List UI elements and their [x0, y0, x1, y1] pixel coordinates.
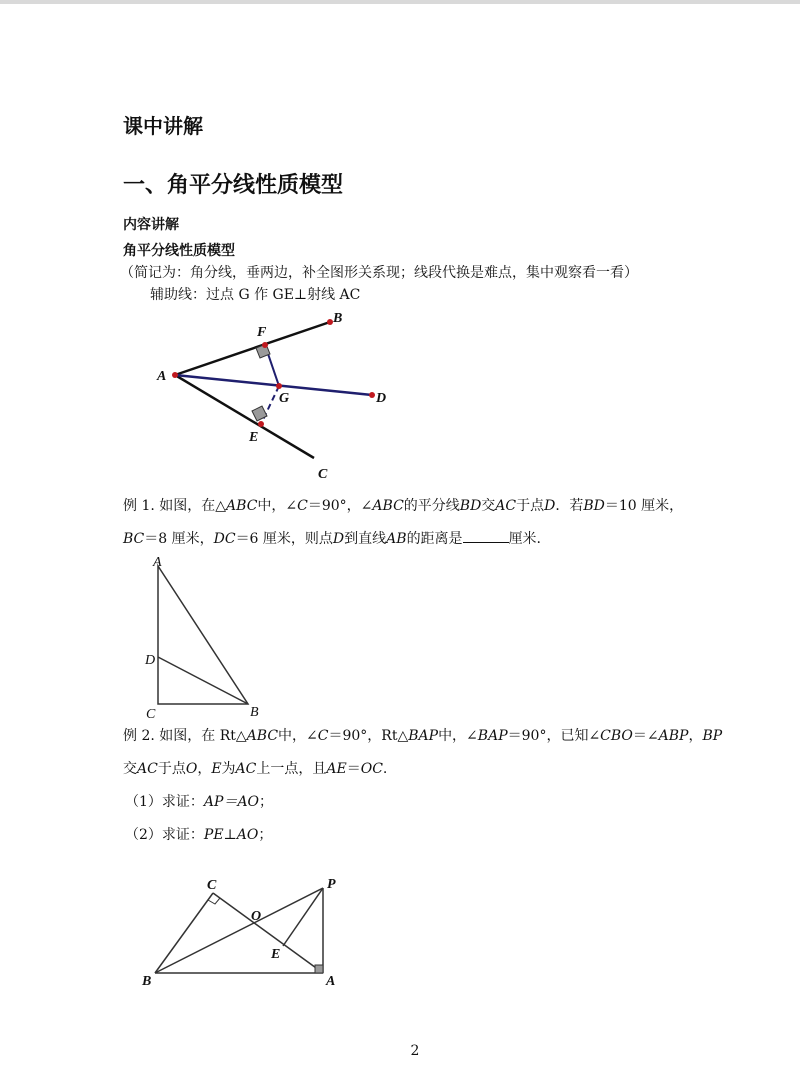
label-a: A	[153, 555, 162, 570]
ex1-t1: 中，∠	[257, 498, 298, 514]
segment-ge	[261, 386, 279, 424]
point-g	[276, 383, 282, 389]
ex2-t3: 中，∠	[438, 728, 478, 744]
ex1-bc: BC	[123, 531, 145, 547]
ex2-ae: AE	[326, 761, 347, 777]
ex2-abc: ABC	[246, 728, 279, 744]
triangle-abc	[158, 566, 248, 704]
ex2-abp: ABP	[658, 728, 689, 744]
ex1-d: D	[544, 498, 556, 514]
ex1-t8: ＝8 厘米，	[144, 531, 214, 547]
label-o: O	[251, 909, 262, 924]
part1-prefix: （1）求证：	[125, 794, 204, 810]
ex2-ac2: AC	[235, 761, 257, 777]
ex1-prefix: 例 1. 如图，在△	[123, 498, 227, 514]
page-top-edge	[0, 0, 800, 4]
ex2-t1: 中，∠	[278, 728, 318, 744]
ex1-t11: 的距离是	[406, 531, 463, 547]
aux-line-text: 辅助线：过点 G 作 GE⊥射线 AC	[150, 287, 361, 303]
ex1-t2: ＝90°，∠	[307, 498, 373, 514]
ex1-abc2: ABC	[372, 498, 404, 514]
ex2-ac: AC	[137, 761, 158, 777]
ex2-t11: 上一点，且	[256, 761, 327, 777]
ex1-t9: ＝6 厘米，则点	[235, 531, 333, 547]
figure-two-triangles	[135, 870, 350, 995]
ex2-t13: .	[382, 761, 388, 777]
ex1-t12: 厘米.	[508, 531, 542, 547]
figure-angle-bisector	[150, 305, 400, 485]
ex2-e: E	[211, 761, 222, 777]
label-c: C	[207, 878, 217, 893]
label-e: E	[249, 430, 259, 445]
example-2	[123, 720, 723, 852]
ex1-abc: ABC	[226, 498, 258, 514]
right-angle-mark-a	[315, 965, 323, 973]
label-a: A	[157, 369, 167, 384]
part-1	[123, 786, 703, 819]
label-f: F	[257, 325, 267, 340]
right-angle-mark-c	[208, 898, 220, 904]
point-e	[258, 421, 264, 427]
ex2-t8: 于点	[157, 761, 186, 777]
label-c: C	[146, 707, 156, 722]
label-b: B	[333, 311, 343, 326]
ex2-bap: BAP	[408, 728, 439, 744]
label-c: C	[318, 467, 328, 482]
figure-right-triangle	[140, 555, 270, 725]
ex1-t5: 于点	[516, 498, 545, 514]
ex1-t6: ．若	[555, 498, 584, 514]
model-title: 角平分线性质模型	[123, 243, 235, 259]
ex2-oc: OC	[360, 761, 383, 777]
ex1-ac: AC	[495, 498, 517, 514]
ex2-bp: BP	[702, 728, 723, 744]
ex2-t2: ＝90°，Rt△	[328, 728, 409, 744]
ex2-t12: ＝	[346, 761, 361, 777]
point-f	[262, 342, 268, 348]
label-g: G	[279, 391, 290, 406]
label-a: A	[326, 974, 336, 989]
label-b: B	[142, 974, 152, 989]
right-angle-mark-e	[252, 406, 267, 421]
segment-pe	[283, 888, 323, 946]
ex1-d2: D	[332, 531, 345, 547]
content-label: 内容讲解	[123, 217, 179, 233]
ex1-ab: AB	[386, 531, 407, 547]
ex1-c: C	[297, 498, 308, 514]
ex2-t6: ，	[688, 728, 703, 744]
label-p: P	[327, 877, 336, 892]
ex2-t7: 交	[123, 761, 137, 777]
part-2	[123, 819, 703, 852]
ex1-dc: DC	[213, 531, 236, 547]
ex2-t9: ，	[197, 761, 212, 777]
memo-text: （简记为：角分线，垂两边，补全图形关系现；线段代换是难点，集中观察看一看）	[120, 265, 638, 281]
segment-bc	[155, 893, 213, 973]
label-e: E	[271, 947, 281, 962]
label-d: D	[145, 653, 156, 668]
ex1-t3: 的平分线	[403, 498, 460, 514]
ex1-bd: BD	[459, 498, 482, 514]
section-title: 一、角平分线性质模型	[123, 173, 344, 198]
segment-bp	[155, 888, 323, 973]
part1-suffix: ；	[259, 794, 274, 810]
ex1-t7: ＝10 厘米，	[604, 498, 684, 514]
part2-prefix: （2）求证：	[125, 827, 204, 843]
ex2-cbo: CBO	[600, 728, 633, 744]
point-d	[369, 392, 375, 398]
ex1-bd2: BD	[583, 498, 605, 514]
label-d: D	[376, 391, 387, 406]
segment-ca	[213, 893, 323, 973]
ray-ab	[175, 322, 330, 375]
page-number: 2	[410, 1043, 420, 1059]
ex2-t4: ＝90°，已知∠	[507, 728, 601, 744]
example-1	[123, 490, 703, 556]
ex2-t10: 为	[221, 761, 236, 777]
label-b: B	[250, 705, 259, 720]
part2-expr: PE⊥AO	[203, 827, 259, 843]
part2-suffix: ；	[258, 827, 273, 843]
part1-expr: AP＝AO	[203, 794, 260, 810]
lesson-title: 课中讲解	[123, 114, 203, 138]
ex2-t5: ＝∠	[632, 728, 659, 744]
ex2-prefix: 例 2. 如图，在 Rt△	[123, 728, 247, 744]
point-a	[172, 372, 178, 378]
ex2-o: O	[185, 761, 198, 777]
ex1-t10: 到直线	[344, 531, 387, 547]
segment-bd	[158, 657, 248, 704]
ex1-t4: 交	[481, 498, 496, 514]
ex2-bap2: BAP	[477, 728, 508, 744]
answer-blank[interactable]	[463, 528, 509, 543]
ex2-c: C	[317, 728, 329, 744]
